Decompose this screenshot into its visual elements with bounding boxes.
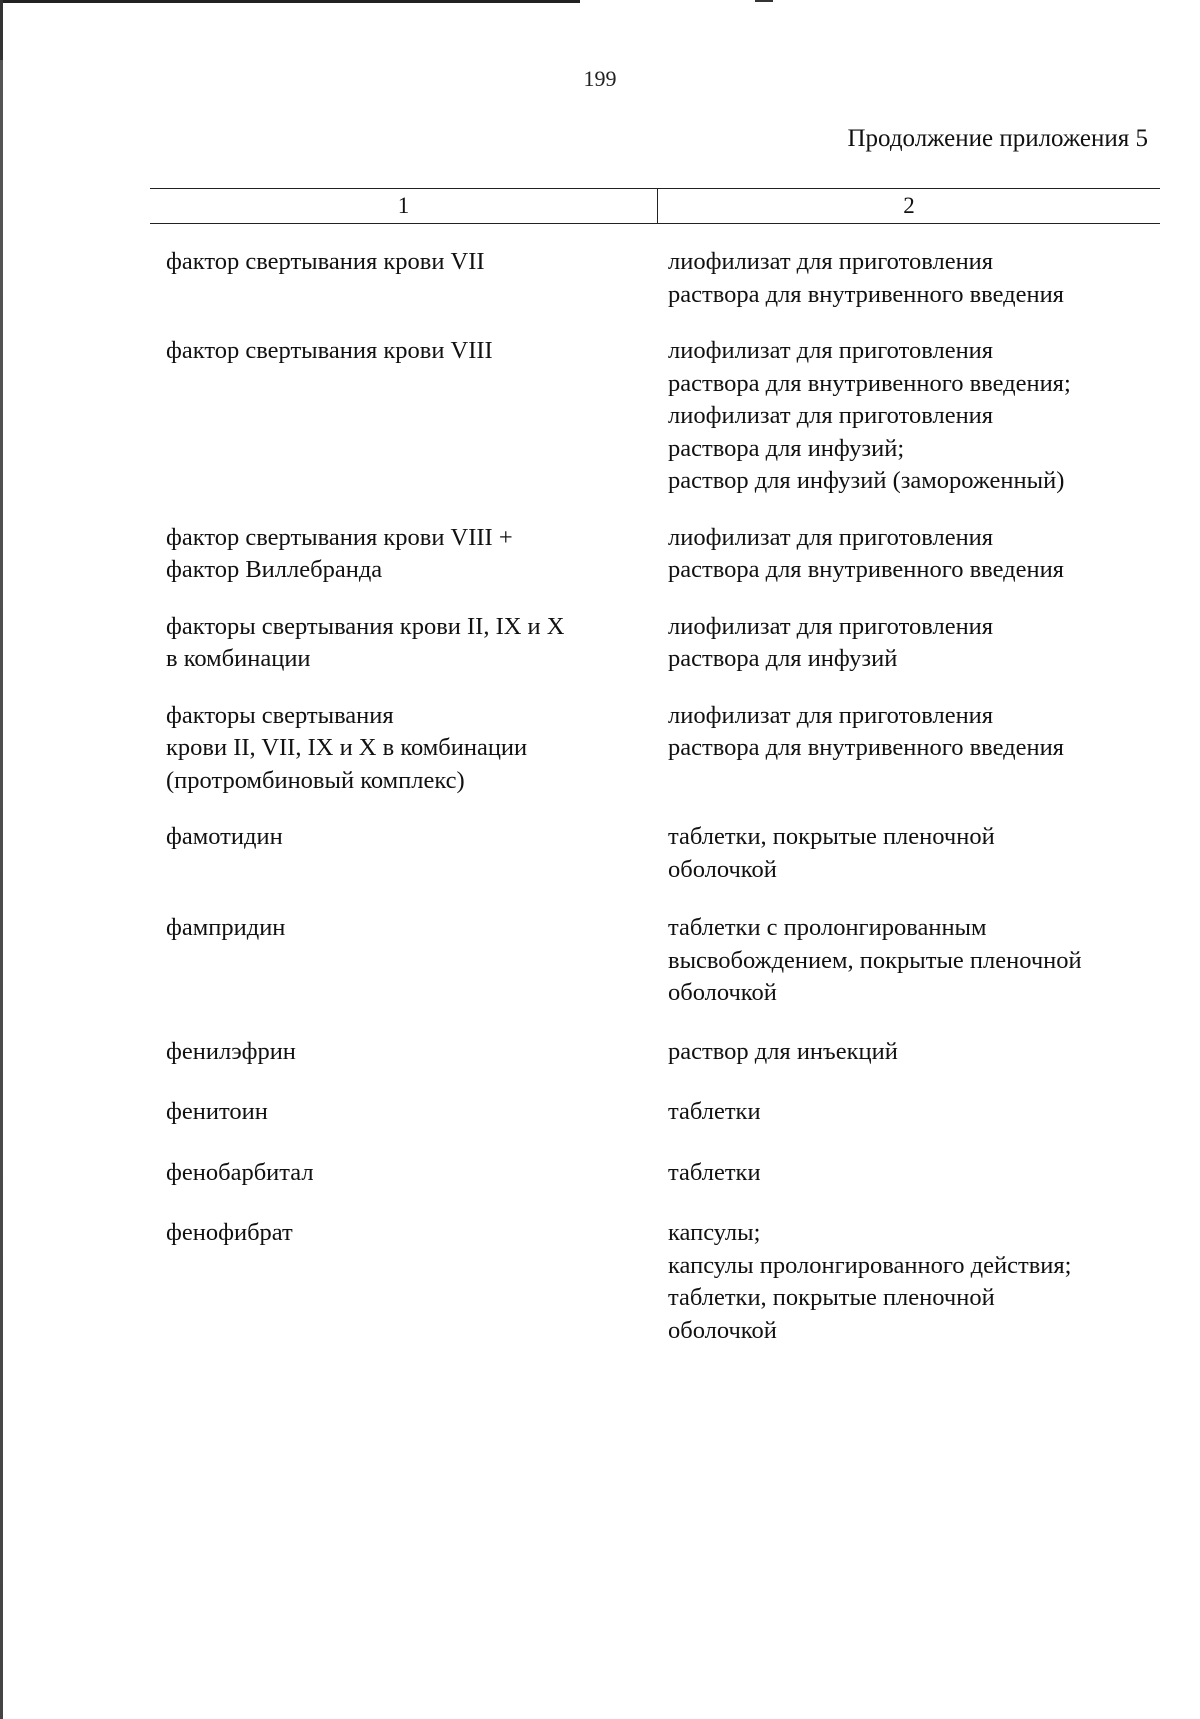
drug-name: фактор свертывания крови VIII [166, 337, 493, 364]
table-row [150, 821, 1180, 886]
table-row [150, 1096, 1180, 1129]
dosage-form: лиофилизат для приготовления раствора для внутривенного введения [668, 248, 1064, 308]
column-header-2: 2 [903, 193, 915, 218]
drug-name: факторы свертывания крови II, IX и X в комбинации [166, 612, 565, 672]
continuation-heading: Продолжение приложения 5 [847, 125, 1148, 152]
table-row [150, 611, 1180, 676]
dosage-form: лиофилизат для приготовления раствора для внутривенного введения; лиофилизат для приготовления раствора для инфузий; раствор для инфузий (замороженный) [668, 337, 1071, 494]
drug-name: факторы свертывания крови II, VII, IX и X в комбинации (протромбиновый комплекс) [166, 701, 528, 794]
scan-border-top [0, 0, 580, 3]
drug-name: фенобарбитал [166, 1158, 314, 1186]
dosage-form: таблетки [668, 1098, 761, 1125]
drug-table [150, 246, 1180, 1347]
page-number: 199 [583, 66, 617, 91]
table-row [150, 912, 1180, 1010]
drug-name: фактор свертывания крови VIII + фактор Виллебранда [166, 523, 513, 583]
dosage-form: раствор для инъекций [668, 1037, 898, 1065]
table-row [150, 1217, 1180, 1347]
drug-name: фенитоин [166, 1098, 268, 1125]
table-row [150, 246, 1180, 311]
table-row [150, 522, 1180, 587]
table-row [150, 335, 1180, 498]
drug-name: фамотидин [166, 823, 283, 850]
drug-name: фенилэфрин [166, 1037, 296, 1065]
table-row [150, 1036, 1180, 1069]
table-header [150, 188, 1160, 224]
dosage-form: лиофилизат для приготовления раствора для инфузий [668, 612, 994, 672]
dosage-form: таблетки с пролонгированным высвобождением, покрытые пленочной оболочкой [668, 914, 1082, 1006]
table-row [150, 1157, 1180, 1190]
column-header-1: 1 [150, 189, 658, 223]
scan-border-left [0, 0, 3, 1719]
dosage-form: капсулы; капсулы пролонгированного действия; таблетки, покрытые пленочной оболочкой [668, 1219, 1072, 1344]
dosage-form: таблетки, покрытые пленочной оболочкой [668, 823, 995, 883]
dosage-form: таблетки [668, 1158, 761, 1186]
dosage-form: лиофилизат для приготовления раствора для внутривенного введения [668, 523, 1064, 583]
drug-name: фактор свертывания крови VII [166, 248, 485, 275]
drug-name: фенофибрат [166, 1219, 293, 1246]
scan-mark [755, 0, 773, 2]
drug-name: фампридин [166, 914, 286, 941]
table-row [150, 700, 1180, 798]
dosage-form: лиофилизат для приготовления раствора для внутривенного введения [668, 701, 1064, 761]
